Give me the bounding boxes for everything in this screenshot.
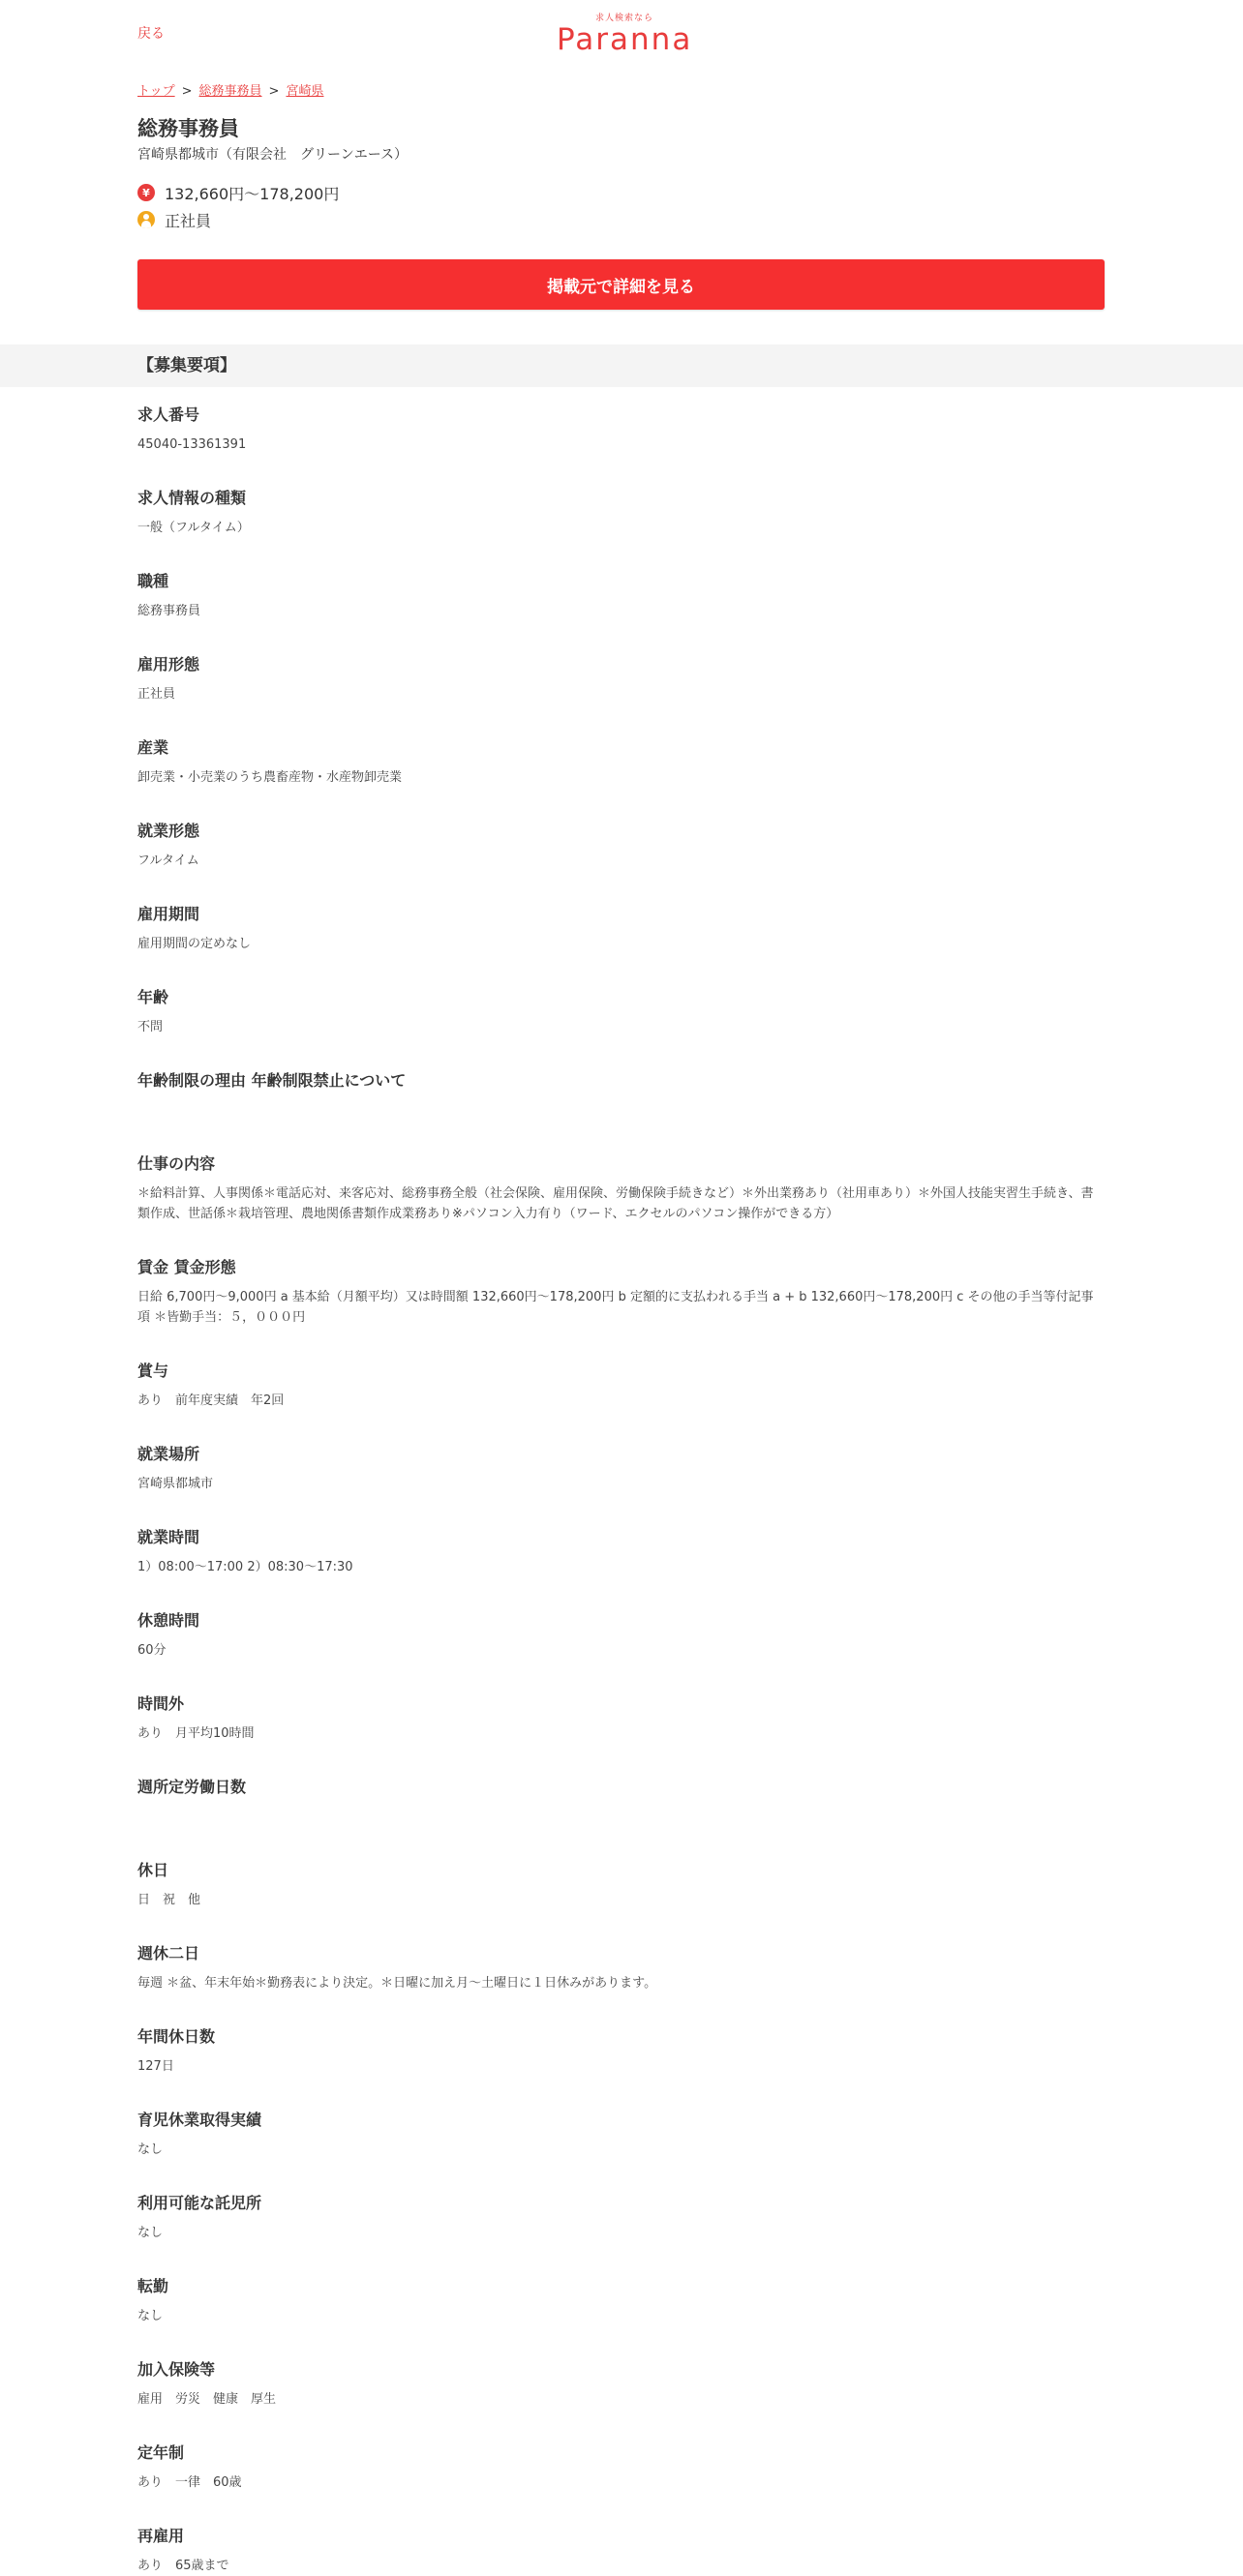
breadcrumb-separator: > [268,84,280,99]
detail-value [137,1100,1105,1121]
detail-item [137,1444,1105,1494]
detail-value: 宮崎県都城市 [137,1477,214,1491]
section-header [0,344,1243,387]
detail-label: 求人情報の種類 [137,489,247,507]
detail-label: 育児休業取得実績 [137,2111,262,2129]
detail-label: 週休二日 [137,1944,200,1962]
detail-item [137,488,1105,538]
job-title: 総務事務員 [137,117,239,140]
job-company: 宮崎県都城市（有限会社 グリーンエース） [137,147,409,163]
detail-item [137,821,1105,871]
detail-item [137,2276,1105,2326]
detail-item [137,1943,1105,1993]
logo-text: Paranna [557,22,693,57]
detail-item [137,654,1105,704]
detail-label: 休憩時間 [137,1611,200,1630]
detail-value: 総務事務員 [137,604,201,618]
detail-label: 求人番号 [137,405,200,424]
detail-item [137,2526,1105,2576]
detail-label: 休日 [137,1861,169,1879]
detail-value: 60分 [137,1643,167,1658]
detail-item [137,2193,1105,2243]
detail-item [137,1153,1105,1224]
detail-value: 127日 [137,2059,174,2074]
detail-label: 雇用形態 [137,655,200,674]
salary-text: 132,660円～178,200円 [165,184,340,203]
header [137,0,1105,62]
detail-item [137,1070,1105,1121]
detail-value: なし [137,2142,164,2157]
detail-item [137,2359,1105,2410]
detail-value: 一般（フルタイム） [137,521,250,535]
detail-item [137,2110,1105,2160]
detail-value: あり 月平均10時間 [137,1726,255,1741]
breadcrumb-item-job[interactable]: 総務事務員 [198,84,262,99]
employment-row [137,209,1105,230]
detail-value: あり 一律 60歳 [137,2475,242,2490]
detail-value: 毎週 ＊盆、年末年始＊勤務表により決定。＊日曜に加え月～土曜日に１日休みがあります。 [137,1976,657,1991]
detail-item [137,404,1105,455]
detail-item [137,571,1105,621]
detail-value: 卸売業・小売業のうち農畜産物・水産物卸売業 [137,770,403,785]
detail-label: 就業形態 [137,822,200,840]
detail-label: 年齢制限の理由 年齢制限禁止について [137,1071,407,1090]
detail-label: 週所定労働日数 [137,1778,247,1796]
detail-value: あり 前年度実績 年2回 [137,1393,285,1408]
breadcrumb-item-top[interactable]: トップ [137,84,175,99]
breadcrumb-item-prefecture[interactable]: 宮崎県 [286,84,324,99]
detail-item [137,1361,1105,1411]
detail-value: 正社員 [137,687,176,702]
detail-item [137,1693,1105,1744]
breadcrumb-separator: > [181,84,193,99]
detail-value [137,1807,1105,1827]
detail-value: なし [137,2309,164,2323]
detail-label: 加入保険等 [137,2360,216,2379]
detail-label: 賞与 [137,1362,169,1380]
detail-item [137,1860,1105,1910]
detail-value: 日給 6,700円～9,000円 a 基本給（月額平均）又は時間額 132,660円～178,200円 b 定額的に支払われる手当 a + b 132,660円～178,200円 c その他の手当等付記事項 ＊皆勤手当：５，０００円 [137,1290,1094,1325]
detail-item [137,2026,1105,2077]
job-details-list [137,404,1105,2576]
detail-item [137,1777,1105,1827]
detail-value: 雇用 労災 健康 厚生 [137,2392,277,2407]
back-link[interactable]: 戻る [137,26,165,42]
detail-label: 利用可能な託児所 [137,2194,262,2212]
detail-value: なし [137,2226,164,2240]
detail-label: 年齢 [137,988,169,1006]
detail-label: 就業時間 [137,1528,200,1546]
detail-label: 年間休日数 [137,2027,216,2046]
detail-label: 仕事の内容 [137,1154,216,1173]
detail-value: 日 祝 他 [137,1893,201,1907]
detail-value: ＊給料計算、人事関係＊電話応対、来客応対、総務事務全般（社会保険、雇用保険、労働保険手続きなど）＊外出業務あり（社用車あり）＊外国人技能実習生手続き、書類作成、世話係＊栽培管理、農地関係書類作成業務あり※パソコン入力有り（ワード、エクセルのパソコン操作ができる方） [137,1186,1094,1221]
detail-value: フルタイム [137,854,199,868]
detail-value: 1）08:00～17:00 2）08:30～17:30 [137,1560,353,1574]
detail-label: 再雇用 [137,2527,185,2545]
detail-label: 就業場所 [137,1445,200,1463]
detail-item [137,1610,1105,1661]
breadcrumb [137,81,1105,103]
section-title: 【募集要項】 [137,356,236,375]
employment-type-text: 正社員 [165,211,212,230]
detail-value: あり 65歳まで [137,2559,229,2573]
detail-item [137,2442,1105,2493]
detail-label: 産業 [137,738,169,757]
detail-label: 定年制 [137,2443,185,2462]
detail-label: 転勤 [137,2277,169,2295]
detail-value: 不問 [137,1020,164,1034]
detail-label: 賃金 賃金形態 [137,1258,236,1276]
detail-value: 45040-13361391 [137,437,247,452]
detail-label: 職種 [137,572,169,590]
detail-item [137,1257,1105,1328]
detail-label: 雇用期間 [137,905,200,923]
detail-item [137,1527,1105,1577]
detail-item [137,987,1105,1037]
detail-label: 時間外 [137,1694,185,1713]
yen-icon: ¥ [137,184,155,201]
logo-tagline: 求人検索なら [594,14,653,23]
detail-item [137,904,1105,954]
person-icon [137,211,155,228]
paranna-logo[interactable] [557,14,692,55]
detail-value: 雇用期間の定めなし [137,937,252,951]
salary-row [137,182,1105,203]
view-details-button[interactable]: 掲載元で詳細を見る [137,259,1105,310]
detail-item [137,737,1105,788]
